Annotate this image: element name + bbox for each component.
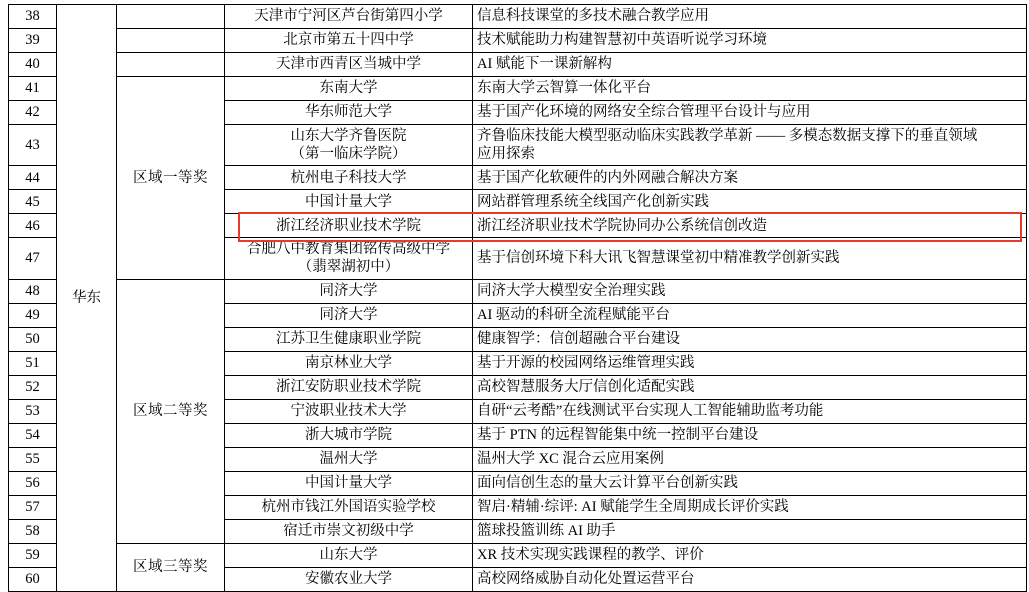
row-unit-line2: （第一临床学院）: [290, 146, 407, 163]
row-index: 60: [9, 567, 57, 591]
row-index: 40: [9, 53, 57, 77]
row-prize: 区域二等奖: [117, 279, 225, 543]
row-title: 高校网络威胁自动化处置运营平台: [473, 567, 1027, 591]
row-unit: 同济大学: [225, 303, 473, 327]
row-unit: 宁波职业技术大学: [225, 399, 473, 423]
row-prize: [117, 29, 225, 53]
row-index: 48: [9, 279, 57, 303]
row-index: 47: [9, 238, 57, 279]
row-index: 57: [9, 495, 57, 519]
row-unit: 浙江经济职业技术学院: [225, 214, 473, 238]
row-title-line1: 齐鲁临床技能大模型驱动临床实践教学革新 —— 多模态数据支撑下的垂直领域: [477, 128, 978, 144]
row-index: 54: [9, 423, 57, 447]
award-table: [8, 4, 1027, 592]
row-title: 网站群管理系统全线国产化创新实践: [473, 190, 1027, 214]
row-region: 华东: [57, 5, 117, 592]
row-unit: [225, 125, 473, 166]
row-index: 42: [9, 101, 57, 125]
row-index: 51: [9, 351, 57, 375]
row-unit: 天津市宁河区芦台街第四小学: [225, 5, 473, 29]
row-unit: 中国计量大学: [225, 190, 473, 214]
row-index: 39: [9, 29, 57, 53]
row-title: 技术赋能助力构建智慧初中英语听说学习环境: [473, 29, 1027, 53]
row-index: 55: [9, 447, 57, 471]
row-index: 52: [9, 375, 57, 399]
row-title: 篮球投篮训练 AI 助手: [473, 519, 1027, 543]
row-index: 46: [9, 214, 57, 238]
row-title: AI 赋能下一课新解构: [473, 53, 1027, 77]
row-title: 面向信创生态的量大云计算平台创新实践: [473, 471, 1027, 495]
row-unit: 天津市西青区当城中学: [225, 53, 473, 77]
row-title: 基于国产化环境的网络安全综合管理平台设计与应用: [473, 101, 1027, 125]
row-unit: 宿迁市崇文初级中学: [225, 519, 473, 543]
row-unit: 杭州市钱江外国语实验学校: [225, 495, 473, 519]
row-prize: [117, 53, 225, 77]
row-title: 同济大学大模型安全治理实践: [473, 279, 1027, 303]
row-unit: 江苏卫生健康职业学院: [225, 327, 473, 351]
row-title: 基于国产化软硬件的内外网融合解决方案: [473, 166, 1027, 190]
row-index: 45: [9, 190, 57, 214]
row-title: 健康智学：信创超融合平台建设: [473, 327, 1027, 351]
row-unit: 浙江安防职业技术学院: [225, 375, 473, 399]
row-unit: 华东师范大学: [225, 101, 473, 125]
document-page: [0, 4, 1029, 587]
row-index: 58: [9, 519, 57, 543]
row-unit: 东南大学: [225, 77, 473, 101]
row-title-line2: 应用探索: [477, 146, 535, 163]
row-title: AI 驱动的科研全流程赋能平台: [473, 303, 1027, 327]
row-index: 50: [9, 327, 57, 351]
row-unit: 北京市第五十四中学: [225, 29, 473, 53]
row-prize: 区域三等奖: [117, 543, 225, 591]
row-index: 53: [9, 399, 57, 423]
row-index: 49: [9, 303, 57, 327]
row-index: 56: [9, 471, 57, 495]
row-title: 智启·精辅·综评: AI 赋能学生全周期成长评价实践: [473, 495, 1027, 519]
row-unit-line1: 山东大学齐鲁医院: [290, 128, 407, 144]
row-title: 温州大学 XC 混合云应用案例: [473, 447, 1027, 471]
row-title: 基于开源的校园网络运维管理实践: [473, 351, 1027, 375]
row-prize: [117, 5, 225, 29]
table-row: [9, 29, 1027, 53]
table-row: [9, 53, 1027, 77]
row-index: 43: [9, 125, 57, 166]
row-title: 信息科技课堂的多技术融合教学应用: [473, 5, 1027, 29]
table-row: [9, 77, 1027, 101]
row-index: 41: [9, 77, 57, 101]
row-title: 基于信创环境下科大讯飞智慧课堂初中精准教学创新实践: [473, 238, 1027, 279]
row-unit: 温州大学: [225, 447, 473, 471]
row-unit-line1: 合肥八中教育集团铭传高级中学: [247, 241, 450, 258]
row-title: 高校智慧服务大厅信创化适配实践: [473, 375, 1027, 399]
row-unit-line2: （翡翠湖初中）: [297, 259, 400, 276]
row-unit: 安徽农业大学: [225, 567, 473, 591]
row-title: 自研“云考酷”在线测试平台实现人工智能辅助监考功能: [473, 399, 1027, 423]
row-unit: 中国计量大学: [225, 471, 473, 495]
row-prize: 区域一等奖: [117, 77, 225, 280]
row-unit: 同济大学: [225, 279, 473, 303]
table-row: [9, 279, 1027, 303]
award-table-body: [9, 5, 1027, 592]
row-title: XR 技术实现实践课程的教学、评价: [473, 543, 1027, 567]
row-index: 44: [9, 166, 57, 190]
row-unit: 南京林业大学: [225, 351, 473, 375]
row-index: 59: [9, 543, 57, 567]
table-row: [9, 543, 1027, 567]
row-unit: 杭州电子科技大学: [225, 166, 473, 190]
row-title: 东南大学云智算一体化平台: [473, 77, 1027, 101]
table-row: [9, 5, 1027, 29]
row-title: 浙江经济职业技术学院协同办公系统信创改造: [473, 214, 1027, 238]
row-unit: 浙大城市学院: [225, 423, 473, 447]
row-unit: [225, 238, 473, 279]
row-index: 38: [9, 5, 57, 29]
row-unit: 山东大学: [225, 543, 473, 567]
row-title: [473, 125, 1027, 166]
row-title: 基于 PTN 的远程智能集中统一控制平台建设: [473, 423, 1027, 447]
